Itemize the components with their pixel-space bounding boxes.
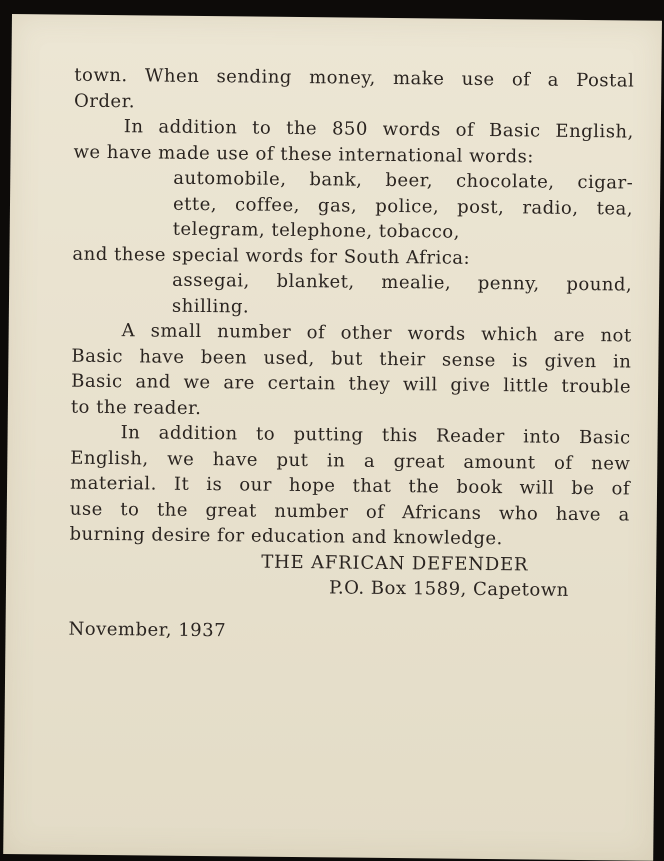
text-line: automobile, bank, beer, chocolate, cigar- xyxy=(173,167,634,194)
signature-organization: THE AFRICAN DEFENDER xyxy=(261,551,529,575)
document-date: November, 1937 xyxy=(68,618,227,641)
text-line: Basic have been used, but their sense is given in xyxy=(71,345,632,373)
text-line: use to the great number of Africans who have a xyxy=(69,498,630,525)
text-line: we have made use of these international words: xyxy=(73,141,534,167)
text-line: Order. xyxy=(73,90,136,112)
text-line: assegai, blanket, mealie, penny, pound, xyxy=(172,269,633,296)
text-line: burning desire for education and knowledge. xyxy=(69,523,503,550)
signature-address: P.O. Box 1589, Capetown xyxy=(328,577,569,601)
text-line: In addition to putting this Reader into Basic xyxy=(120,422,631,449)
text-line: to the reader. xyxy=(70,396,202,419)
text-line: In addition to the 850 words of Basic English, xyxy=(123,116,634,143)
text-line: shilling. xyxy=(171,295,250,317)
text-line: town. When sending money, make use of a Postal xyxy=(74,64,635,92)
text-line: material. It is our hope that the book will be of xyxy=(69,472,631,500)
text-line: A small number of other words which are not xyxy=(121,320,632,347)
text-line: Basic and we are certain they will give little trouble xyxy=(71,370,632,398)
book-page xyxy=(3,14,662,861)
page-text xyxy=(68,63,634,648)
text-line: telegram, telephone, tobacco, xyxy=(172,218,461,243)
text-line: ette, coffee, gas, police, post, radio, tea, xyxy=(172,193,634,220)
text-line: and these special words for South Africa: xyxy=(72,243,471,269)
text-line: English, we have put in a great amount of new xyxy=(70,447,631,474)
